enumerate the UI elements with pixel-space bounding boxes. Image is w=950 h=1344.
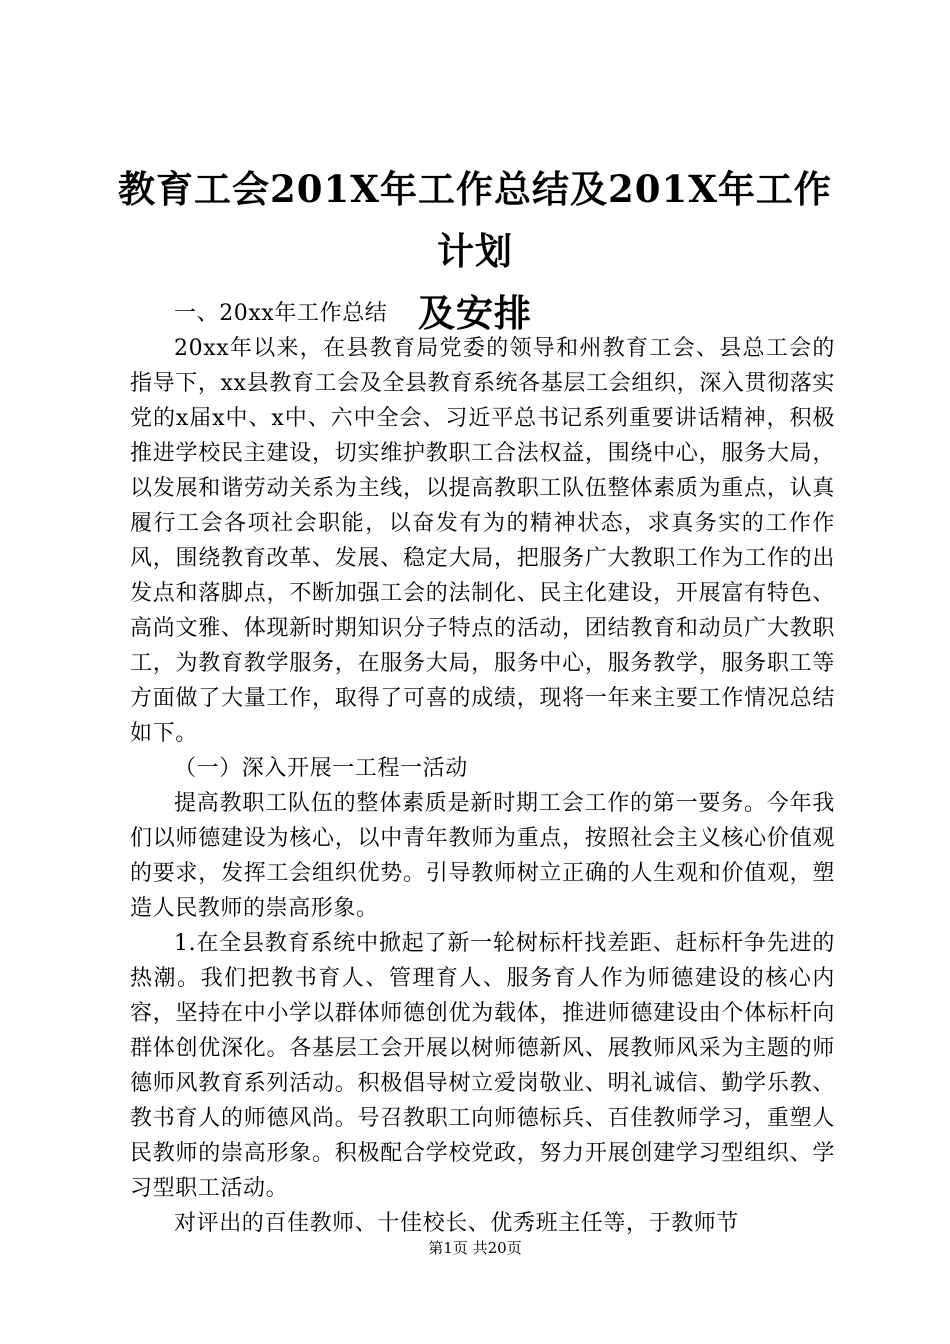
title-line-2: 及安排 [418, 291, 532, 335]
subsection-heading: （一）深入开展一工程一活动 [174, 756, 468, 781]
paragraph: 提高教职工队伍的整体素质是新时期工会工作的第一要务。今年我们以师德建设为核心，以中青年教师为重点，按照社会主义核心价值观的要求，发挥工会组织优势。引导教师树立正确的人生观和价值观，塑造人民教师的崇高形象。 [130, 791, 835, 921]
section-heading: 一、20xx年工作总结 [174, 301, 388, 326]
paragraph: 1.在全县教育系统中掀起了新一轮树标杆找差距、赶标杆争先进的热潮。我们把教书育人、管理育人、服务育人作为师德建设的核心内容，坚持在中小学以群体师德创优为载体，推进师德建设由个体标杆向群体创优深化。各基层工会开展以树师德新风、展教师风采为主题的师德师风教育系列活动。积极倡导树立爱岗敬业、明礼诚信、勤学乐教、教书育人的师德风尚。号召教职工向师德标兵、百佳教师学习，重塑人民教师的崇高形象。积极配合学校党政，努力开展创建学习型组织、学习型职工活动。 [130, 931, 835, 1201]
page-number: 第1页 共20页 [428, 1239, 522, 1257]
title-line-1: 教育工会201X年工作总结及201X年工作计划 [118, 167, 832, 273]
document-body [130, 296, 835, 1241]
paragraph: 对评出的百佳教师、十佳校长、优秀班主任等，于教师节 [174, 1211, 740, 1236]
paragraph: 20xx年以来，在县教育局党委的领导和州教育工会、县总工会的指导下，xx县教育工会及全县教育系统各基层工会组织，深入贯彻落实党的x届x中、x中、六中全会、习近平总书记系列重要讲话精神，积极推进学校民主建设，切实维护教职工合法权益，围绕中心，服务大局，以发展和谐劳动关系为主线，以提高教职工队伍整体素质为重点，认真履行工会各项社会职能，以奋发有为的精神状态，求真务实的工作作风，围绕教育改革、发展、稳定大局，把服务广大教职工作为工作的出发点和落脚点，不断加强工会的法制化、民主化建设，开展富有特色、高尚文雅、体现新时期知识分子特点的活动，团结教育和动员广大教职工，为教育教学服务，在服务大局，服务中心，服务教学，服务职工等方面做了大量工作，取得了可喜的成绩，现将一年来主要工作情况总结如下。 [130, 336, 835, 746]
